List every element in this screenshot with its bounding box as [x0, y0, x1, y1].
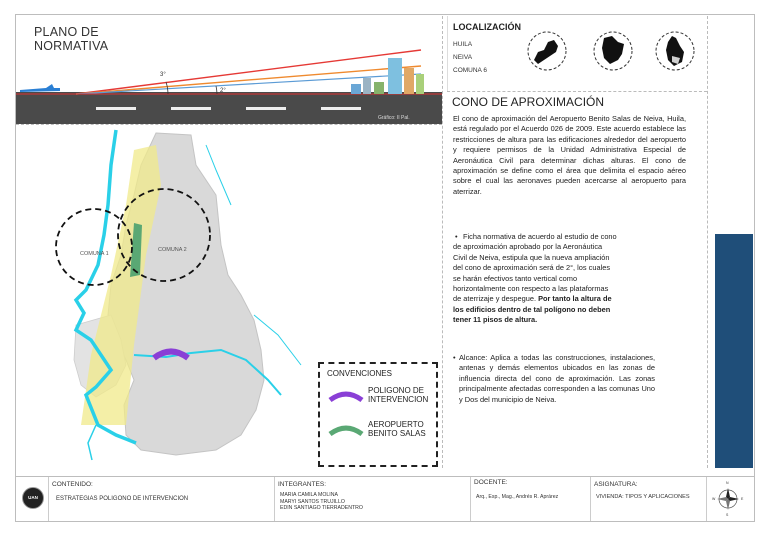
bullet-line: tener 11 pisos de altura.: [453, 315, 538, 325]
bullet-line: • Ficha normativa de acuerdo al estudio de cono: [455, 232, 617, 241]
localizacion-item: HUILA: [453, 41, 473, 48]
diagram-credit: Gráfico: II Pal.: [378, 115, 410, 121]
angle-label-small: 2°: [220, 88, 226, 94]
asignatura-value: VIVIENDA: TIPOS Y APLICACIONES: [596, 494, 690, 500]
cono-paragraph: El cono de aproximación del Aeropuerto Benito Salas de Neiva, Huila, está regulado por el Acuerdo 026 de 2009. Este acuerdo establece las restricciones de altura para las edificaciones alrededor del aeropuerto y requiere permisos de la Unidad Administrativa Especial de Aeronáutica Civil para determinar dichas alturas. El cono de aproximación se define como el área que delimita el espacio aéreo sobre el cual las aeronaves pueden acercarse al aeropuerto para aterrizar.: [453, 114, 686, 196]
contenido-label: CONTENIDO:: [52, 481, 93, 488]
legend-swatch-polygon: [328, 390, 364, 402]
divider-text-bar: [707, 16, 708, 468]
bullet-dot: •: [455, 232, 458, 241]
locator-map-comuna: [654, 30, 696, 72]
footer-divider: [470, 477, 471, 521]
comuna-1-label: COMUNA 1: [80, 251, 109, 257]
compass-rose-icon: [712, 481, 744, 517]
comuna-2-label: COMUNA 2: [158, 247, 187, 253]
integrantes-label: INTEGRANTES:: [278, 481, 327, 488]
runway-mark: [246, 107, 286, 110]
bullet-line: los edificios dentro de tal polígono no deben: [453, 304, 611, 314]
integrante: MARYI SANTOS TRUJILLO: [280, 498, 345, 505]
locator-map-huila: [526, 30, 568, 72]
runway-mark: [96, 107, 136, 110]
bullet-line: del cono de aproximación será de 2°, los cuales: [453, 263, 611, 273]
legend-title: CONVENCIONES: [327, 369, 392, 378]
asignatura-label: ASIGNATURA:: [594, 481, 638, 488]
divider-map-text: [442, 16, 443, 468]
compass-e: E: [741, 497, 744, 501]
side-accent-bar: [715, 16, 753, 468]
legend-item-polygon: POLIGONO DE INTERVENCION: [368, 386, 429, 404]
divider-loc-cono: [447, 91, 707, 92]
logo-text: UAN: [28, 495, 38, 500]
bullet-line: se harán efectivos tanto vertical como: [453, 273, 578, 283]
university-logo: [22, 487, 44, 509]
cono-bullet-alcance: • Alcance: Aplica a todas las construcciones, instalaciones, antenas y demás elementos ubicados en las zonas de influencia directa del cono de aproximación. Las zonas principalmente afectadas corresponden a las comunas Uno y Dos del municipio de Neiva.: [453, 353, 655, 404]
localizacion-item: NEIVA: [453, 54, 473, 61]
localizacion-item: COMUNA 6: [453, 67, 487, 74]
integrante: MARIA CAMILA MOLINA: [280, 492, 338, 498]
cono-title: CONO DE APROXIMACIÓN: [452, 95, 605, 109]
bullet-line: de aterrizaje y despegue. Por tanto la altura de: [453, 294, 612, 304]
runway-mark: [321, 107, 361, 110]
compass-w: W: [712, 497, 716, 501]
map-legend: [318, 362, 438, 467]
footer-divider: [706, 477, 707, 521]
legend-item-airport: AEROPUERTO BENITO SALAS: [368, 420, 426, 438]
contenido-value: ESTRATEGIAS POLIGONO DE INTERVENCION: [56, 496, 189, 502]
bullet-line: de aproximación aprobado por la Aeronáutica: [453, 242, 603, 252]
bullet-line: Civil de Neiva, estipula que la nueva ampliación: [453, 252, 610, 262]
runway-mark: [171, 107, 211, 110]
bullet-dot: •: [453, 353, 456, 362]
locator-map-neiva: [592, 30, 634, 72]
docente-value: Arq., Esp., Mag., Andrés R. Aprárez: [476, 494, 559, 500]
integrante: EDIN SANTIAGO TIERRADENTRO: [280, 505, 363, 512]
stream: [88, 425, 96, 460]
legend-swatch-airport: [328, 424, 364, 436]
footer-divider: [274, 477, 275, 521]
localizacion-title: LOCALIZACIÓN: [453, 22, 521, 32]
integrantes-list: [280, 492, 363, 512]
compass-s: S: [726, 513, 729, 517]
footer-divider: [590, 477, 591, 521]
cono-bullet-ficha: [453, 232, 693, 326]
divider-header-loc: [447, 16, 448, 91]
airplane-icon: [20, 84, 60, 92]
angle-label-large: 3°: [160, 72, 166, 78]
footer-divider: [48, 477, 49, 521]
compass-n: N: [726, 481, 729, 485]
bullet-line: horizontalmente con respecto a las plataformas: [453, 284, 609, 294]
page-title: PLANO DE NORMATIVA: [34, 25, 109, 53]
docente-label: DOCENTE:: [474, 479, 508, 486]
approach-cone-diagram: [16, 44, 442, 124]
